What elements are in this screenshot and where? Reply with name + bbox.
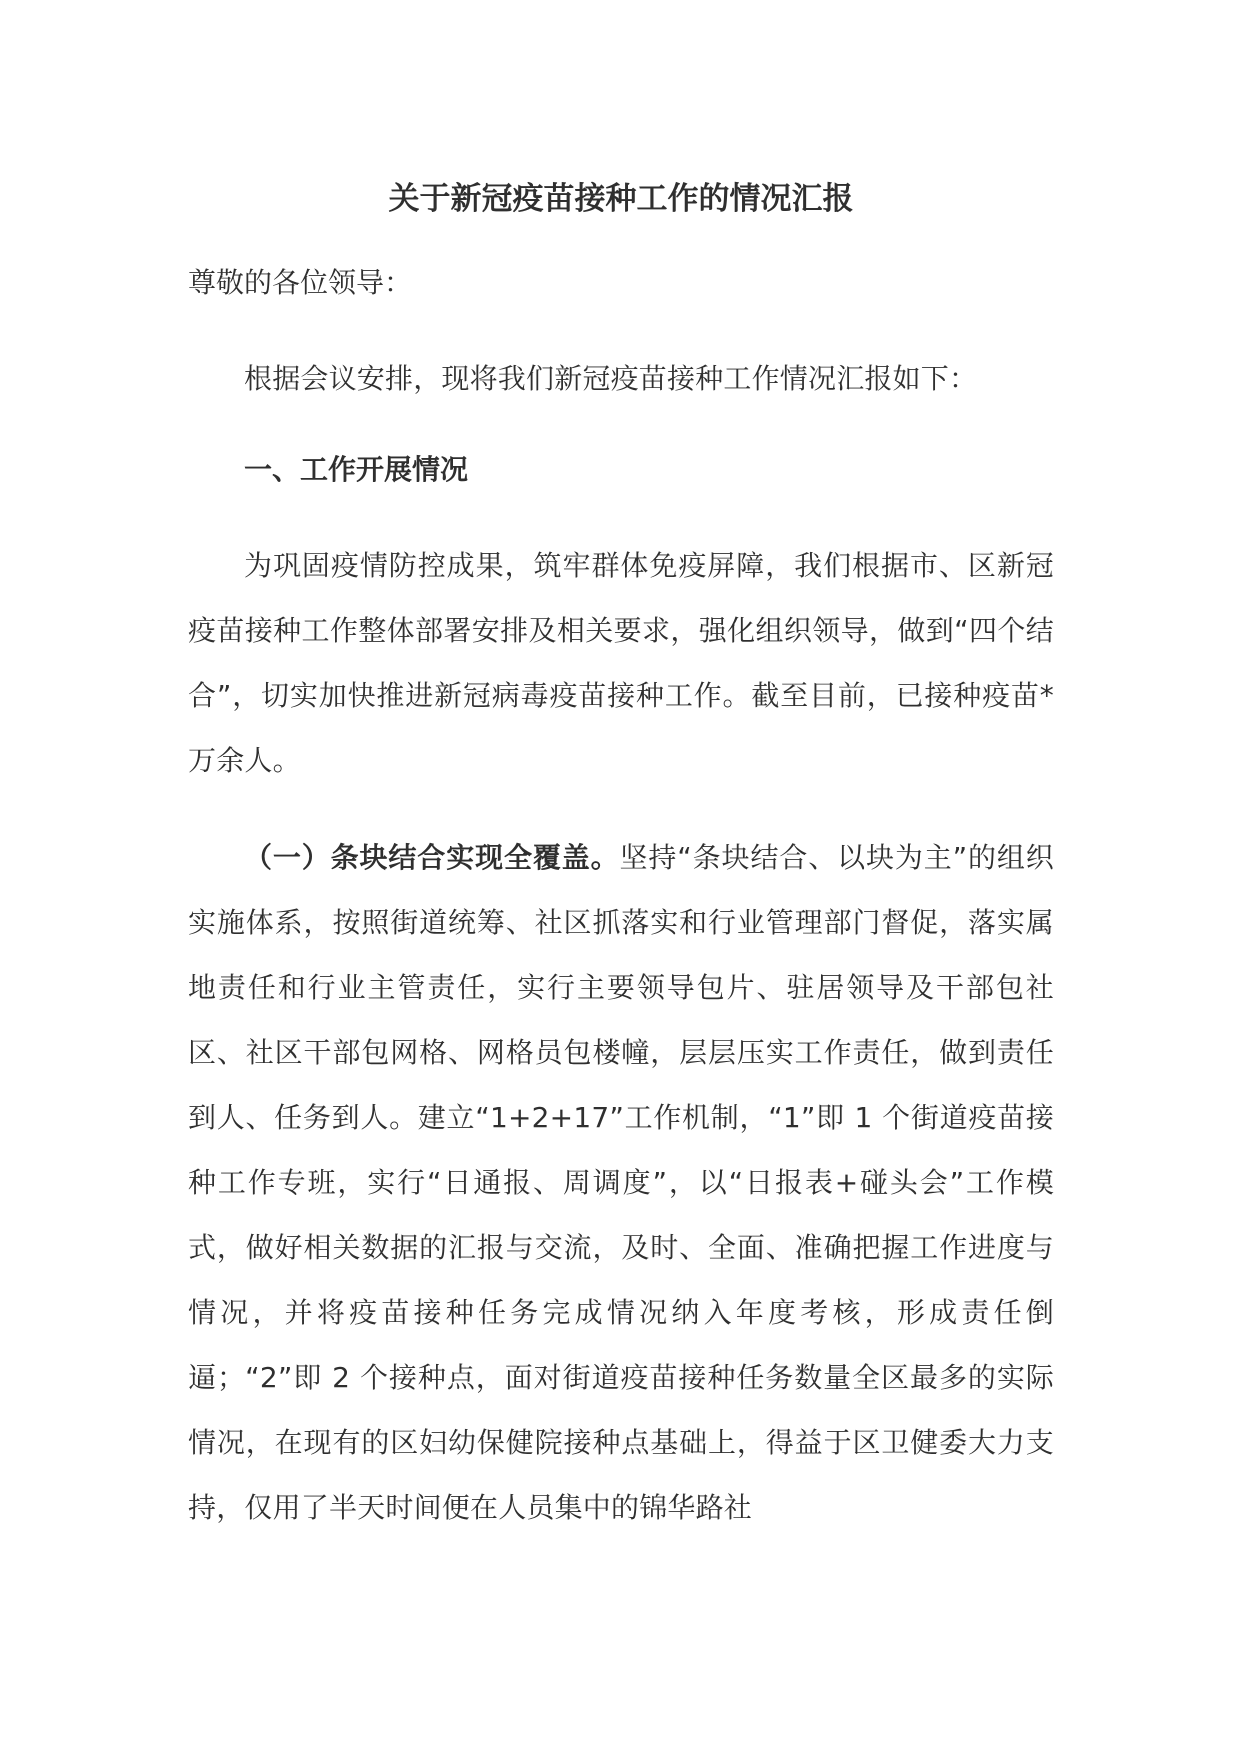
salutation: 尊敬的各位领导： — [188, 266, 413, 299]
subsection-1-text: 坚持“条块结合、以块为主”的组织实施体系，按照街道统筹、社区抓落实和行业管理部门督促，落实属地责任和行业主管责任，实行主要领导包片、驻居领导及干部包社区、社区干部包网格、网格员包楼幢，层层压实工作责任，做到责任到人、任务到人。建立“1+2+17”工作机制，“1”即 1 个街道疫苗接种工作专班，实行“日通报、周调度”，以“日报表+碰头会”工作模式，做好相关数据的汇报与交流，及时、全面、准确把握工作进度与情况，并将疫苗接种任务完成情况纳入年度考核，形成责任倒逼；“2”即 2 个接种点，面对街道疫苗接种任务数量全区最多的实际情况，在现有的区妇幼保健院接种点基础上，得益于区卫健委大力支持，仅用了半天时间便在人员集中的锦华路社 — [188, 841, 1054, 1524]
section-1-paragraph: 为巩固疫情防控成果，筑牢群体免疫屏障，我们根据市、区新冠疫苗接种工作整体部署安排及相关要求，强化组织领导，做到“四个结合”，切实加快推进新冠病毒疫苗接种工作。截至目前，已接种疫苗*万余人。 — [188, 549, 1054, 777]
section-1-heading: 一、工作开展情况 — [244, 453, 469, 486]
subsection-1-paragraph — [188, 825, 1054, 1540]
subsection-1-label: （一）条块结合实现全覆盖。 — [244, 841, 620, 874]
document-title: 关于新冠疫苗接种工作的情况汇报 — [388, 181, 854, 217]
document-body — [188, 168, 1054, 1540]
intro-paragraph: 根据会议安排，现将我们新冠疫苗接种工作情况汇报如下： — [244, 362, 978, 395]
